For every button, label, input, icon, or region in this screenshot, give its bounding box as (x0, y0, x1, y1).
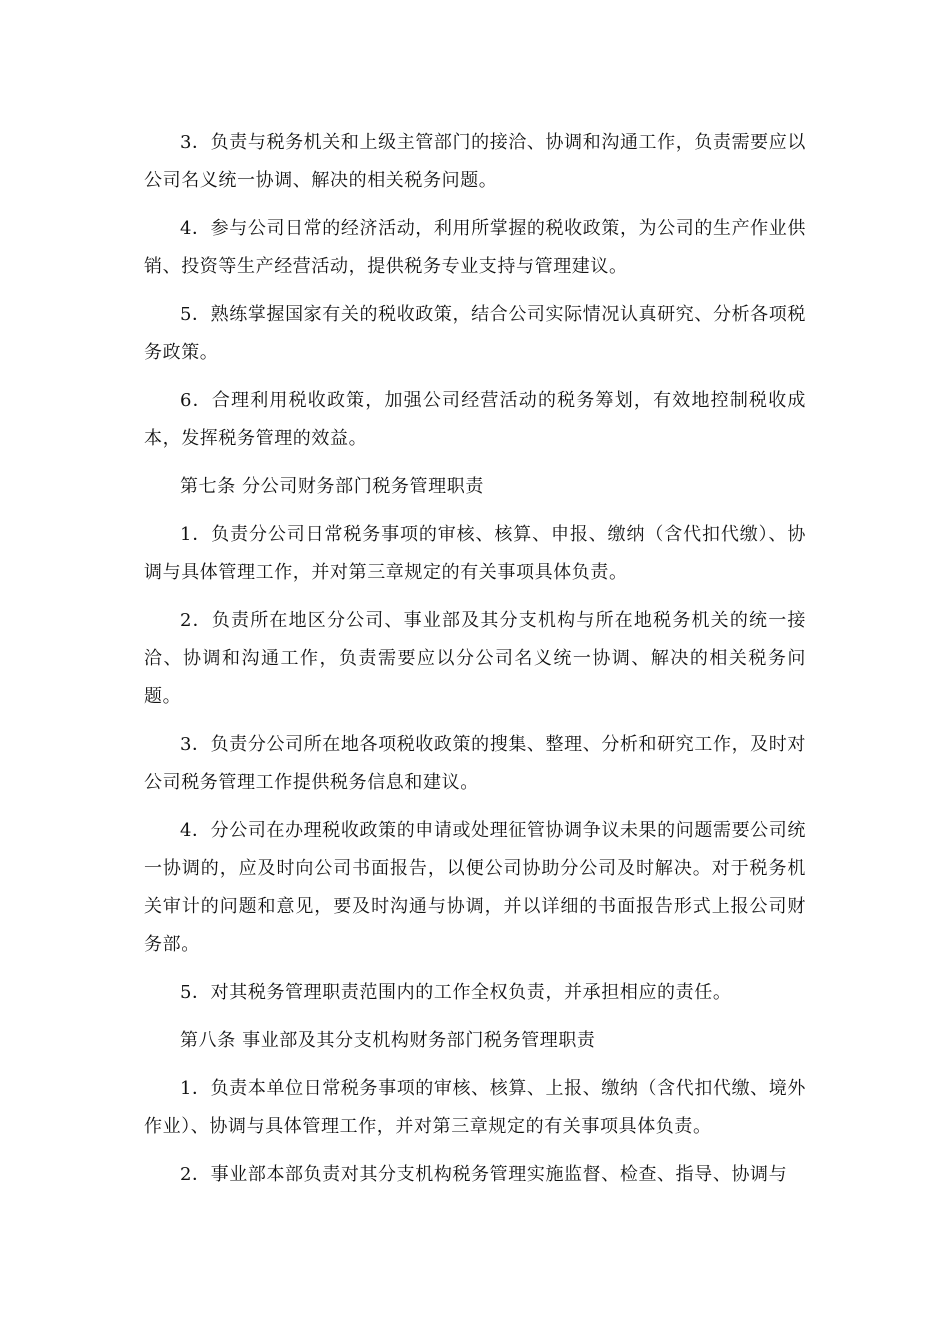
document-body (144, 124, 806, 1204)
article-7-item-2: 2．负责所在地区分公司、事业部及其分支机构与所在地税务机关的统一接洽、协调和沟通工作，负责需要应以分公司名义统一协调、解决的相关税务问题。 (144, 610, 806, 707)
paragraph-6: 6．合理利用税收政策，加强公司经营活动的税务筹划，有效地控制税收成本，发挥税务管理的效益。 (144, 390, 806, 449)
article-8-item-2: 2．事业部本部负责对其分支机构税务管理实施监督、检查、指导、协调与 (180, 1164, 788, 1185)
article-7-heading: 第七条 分公司财务部门税务管理职责 (180, 476, 484, 497)
article-7-item-1: 1．负责分公司日常税务事项的审核、核算、申报、缴纳（含代扣代缴）、协调与具体管理工作，并对第三章规定的有关事项具体负责。 (144, 524, 806, 583)
article-8-item-1: 1．负责本单位日常税务事项的审核、核算、上报、缴纳（含代扣代缴、境外作业）、协调与具体管理工作，并对第三章规定的有关事项具体负责。 (144, 1078, 806, 1137)
article-7-item-5: 5．对其税务管理职责范围内的工作全权负责，并承担相应的责任。 (180, 982, 732, 1003)
article-7-item-4: 4．分公司在办理税收政策的申请或处理征管协调争议未果的问题需要公司统一协调的，应及时向公司书面报告，以便公司协助分公司及时解决。对于税务机关审计的问题和意见，要及时沟通与协调，并以详细的书面报告形式上报公司财务部。 (144, 820, 806, 955)
article-7-item-3: 3．负责分公司所在地各项税收政策的搜集、整理、分析和研究工作，及时对公司税务管理工作提供税务信息和建议。 (144, 734, 806, 793)
paragraph-3: 3．负责与税务机关和上级主管部门的接洽、协调和沟通工作，负责需要应以公司名义统一协调、解决的相关税务问题。 (144, 132, 806, 191)
paragraph-5: 5．熟练掌握国家有关的税收政策，结合公司实际情况认真研究、分析各项税务政策。 (144, 304, 806, 363)
article-8-heading: 第八条 事业部及其分支机构财务部门税务管理职责 (180, 1030, 596, 1051)
paragraph-4: 4．参与公司日常的经济活动，利用所掌握的税收政策，为公司的生产作业供销、投资等生产经营活动，提供税务专业支持与管理建议。 (144, 218, 806, 277)
